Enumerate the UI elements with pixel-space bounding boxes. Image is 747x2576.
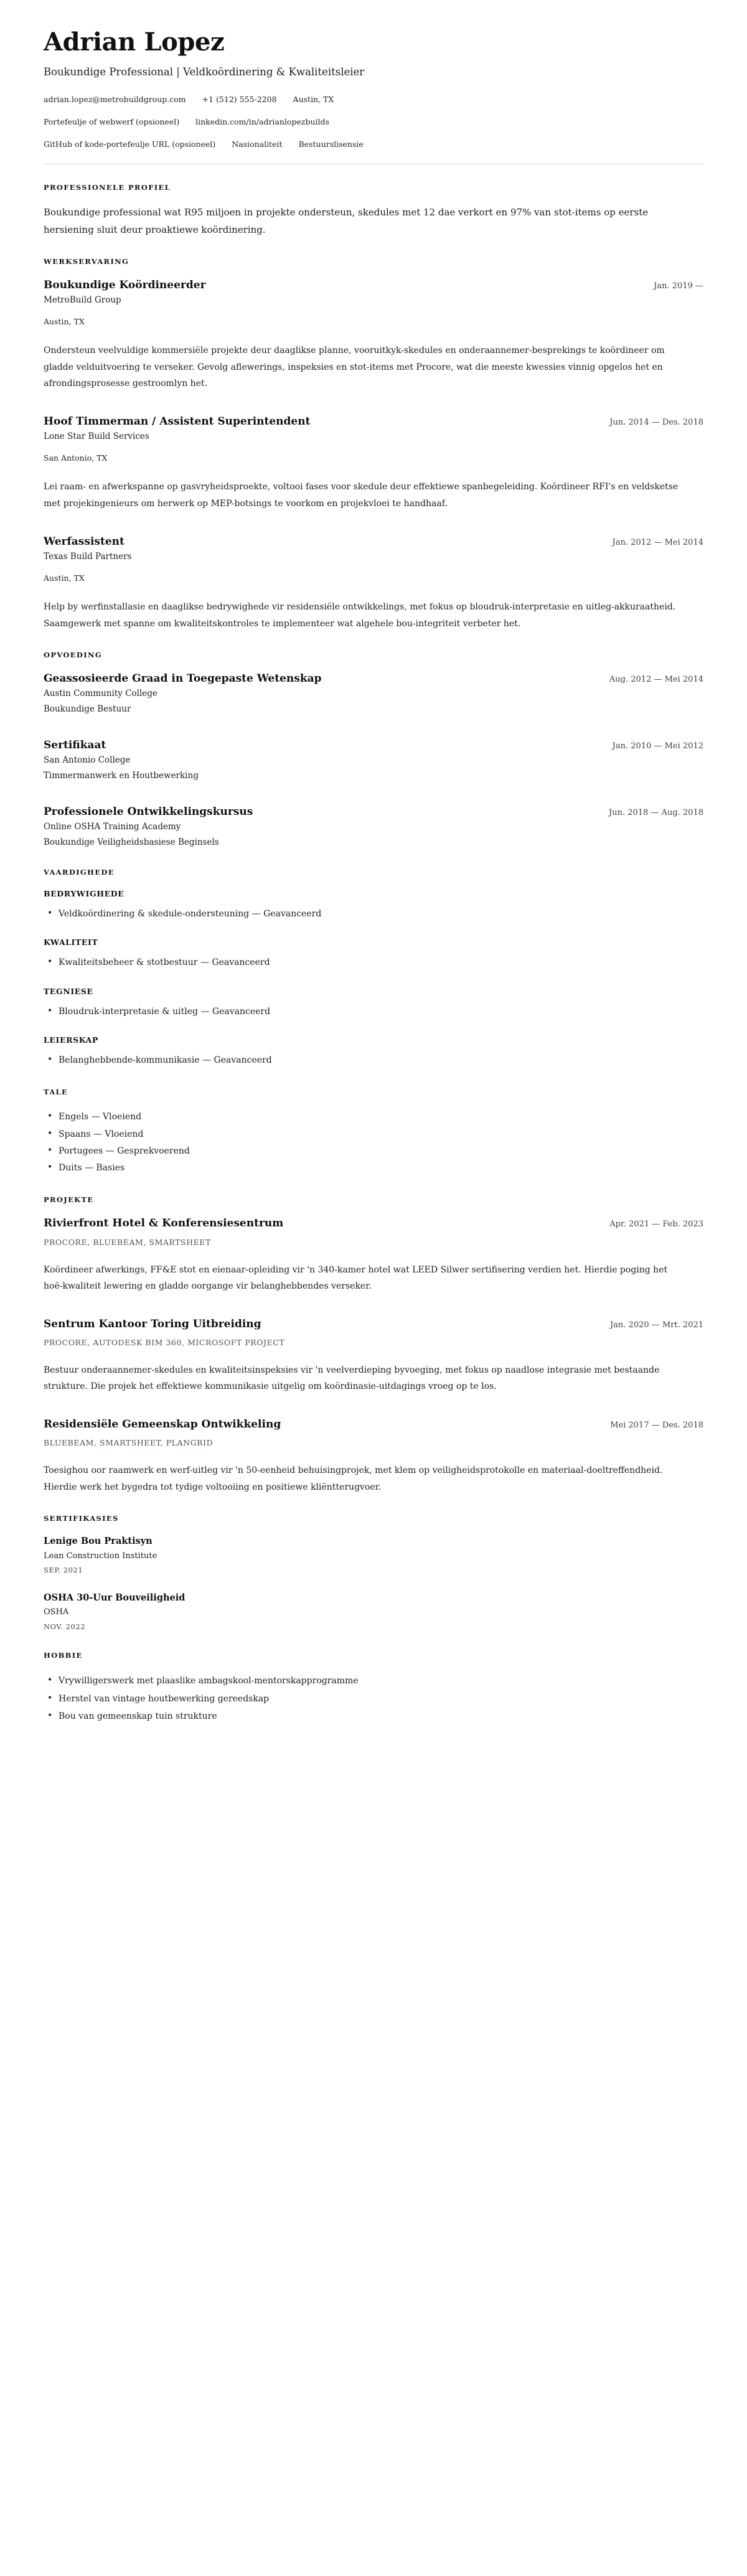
section-projects (44, 1195, 703, 1495)
job-company: Lone Star Build Services (44, 431, 149, 442)
candidate-tagline: Boukundige Professional | Veldkoördinering & Kwaliteitsleier (44, 65, 365, 78)
project-tech-stack: BLUEBEAM, SMARTSHEET, PLANGRID (44, 1438, 214, 1448)
language-item: • Spaans — Vloeiend (44, 1126, 703, 1143)
job-date-range: Jun. 2014 — Des. 2018 (609, 418, 703, 428)
experience-entry-head (44, 278, 703, 292)
language-item: • Portugees — Gesprekvoerend (44, 1143, 703, 1160)
project-tech-stack: PROCORE, AUTODESK BIM 360, MICROSOFT PROJECT (44, 1337, 285, 1347)
hobby-item: • Herstel van vintage houtbewerking gereedskap (44, 1690, 703, 1708)
section-professional-profile (44, 183, 703, 238)
job-role: Werfassistent (44, 535, 125, 548)
certification-name: OSHA 30-Uur Bouveiligheid (44, 1592, 186, 1604)
education-date-range: Jun. 2018 — Aug. 2018 (608, 808, 703, 818)
experience-entry-head (44, 535, 703, 548)
skill-group (44, 889, 703, 923)
certification-date: NOV. 2022 (44, 1622, 86, 1632)
section-work-experience (44, 257, 703, 632)
section-education (44, 651, 703, 849)
section-title-education: OPVOEDING (44, 651, 103, 660)
section-title-skills: VAARDIGHEDE (44, 868, 115, 877)
certification-entry (44, 1535, 703, 1576)
education-date-range: Jan. 2010 — Mei 2012 (612, 741, 703, 751)
section-skills (44, 868, 703, 1069)
education-entry-head (44, 805, 703, 819)
school-name: Online OSHA Training Academy (44, 822, 181, 832)
job-location: San Antonio, TX (44, 453, 108, 463)
project-date-range: Mei 2017 — Des. 2018 (610, 1420, 703, 1430)
project-entry (44, 1317, 703, 1395)
certification-issuer: Lean Construction Institute (44, 1551, 157, 1561)
project-description: Bestuur onderaannemer-skedules en kwaliteitsinspeksies vir 'n veelverdieping byvoeging, met fokus op naadlose integrasie met bestaande strukture. Die projek het effektiewe kommunikasie uitgelig om koördinasie-uitdagings vroeg op te los. (44, 1365, 660, 1392)
section-title-profile: PROFESSIONELE PROFIEL (44, 183, 171, 192)
hobby-list (44, 1672, 703, 1726)
certification-issuer: OSHA (44, 1607, 69, 1617)
education-entry (44, 805, 703, 849)
skill-item: • Bloudruk-interpretasie & uitleg — Geavanceerd (44, 1004, 703, 1020)
contact-line-portfolio (44, 116, 703, 128)
linkedin-link[interactable]: linkedin.com/in/adrianlopezbuilds (195, 116, 329, 126)
degree-name: Geassosieerde Graad in Toegepaste Wetenskap (44, 672, 322, 685)
project-entry-head (44, 1216, 703, 1230)
degree-name: Sertifikaat (44, 739, 106, 752)
driving-license-placeholder-text: Bestuurslisensie (298, 139, 364, 149)
resume-header (44, 29, 703, 164)
email-text[interactable]: adrian.lopez@metrobuildgroup.com (44, 95, 186, 105)
section-title-languages: TALE (44, 1088, 68, 1097)
hobby-item: • Vrywilligerswerk met plaaslike ambagskool-mentorskapprogramme (44, 1672, 703, 1690)
education-entry (44, 672, 703, 716)
section-title-certifications: SERTIFIKASIES (44, 1514, 119, 1523)
job-description: Lei raam- en afwerkspanne op gasvryheidsproekte, voltooi fases voor skedule deur effektiewe spanbegeleiding. Koördineer RFI's en veldsketse met projekingenieurs om herwerk op MEP-botsings te voorkom en projekvloei te handhaaf. (44, 482, 679, 509)
skill-group (44, 1035, 703, 1069)
project-name: Sentrum Kantoor Toring Uitbreiding (44, 1317, 261, 1330)
project-description: Koördineer afwerkings, FF&E stot en eienaar-opleiding vir 'n 340-kamer hotel wat LEED Silwer sertifisering verdien het. Hierdie poging het hoë-kwaliteit lewering en gladde oorgange vir belanghebbendes verseker. (44, 1264, 668, 1292)
school-name: Austin Community College (44, 689, 157, 699)
job-description: Ondersteun veelvuldige kommersiële projekte deur daaglikse planne, vooruitkyk-skedules en onderaannemer-besprekings te koördineer om gladde velduitvoering te verseker. Gevolg aflewerings, inspeksies en stot-items met Procore, wat die meeste kwessies vinnig opgelos het en afrondingsprosesse gestroomlyn het. (44, 346, 665, 389)
experience-entry (44, 415, 703, 512)
location-text: Austin, TX (293, 95, 334, 105)
project-entry-head (44, 1417, 703, 1431)
skill-group-name: BEDRYWIGHEDE (44, 889, 125, 899)
experience-entry (44, 535, 703, 632)
hobby-item: • Bou van gemeenskap tuin strukture (44, 1708, 703, 1726)
project-entry (44, 1216, 703, 1294)
contact-line-primary (44, 94, 703, 106)
degree-name: Professionele Ontwikkelingskursus (44, 806, 253, 819)
skill-group (44, 938, 703, 971)
job-date-range: Jan. 2012 — Mei 2014 (612, 537, 703, 547)
education-entry-head (44, 672, 703, 685)
section-title-hobbies: HOBBIE (44, 1650, 83, 1660)
section-certifications (44, 1514, 703, 1632)
job-role: Hoof Timmerman / Assistent Superintendent (44, 415, 311, 428)
portfolio-placeholder-text: Portefeulje of webwerf (opsioneel) (44, 116, 180, 126)
skill-group-name: KWALITEIT (44, 938, 98, 947)
certification-entry (44, 1592, 703, 1632)
phone-text[interactable]: +1 (512) 555-2208 (202, 95, 277, 105)
field-of-study: Boukundige Bestuur (44, 704, 131, 715)
section-title-projects: PROJEKTE (44, 1195, 94, 1205)
project-name: Residensiële Gemeenskap Ontwikkeling (44, 1417, 281, 1431)
github-placeholder-text: GitHub of kode-portefeulje URL (opsioneel) (44, 139, 216, 149)
education-entry-head (44, 738, 703, 752)
certification-date: SEP. 2021 (44, 1566, 83, 1575)
skill-list (44, 954, 703, 971)
candidate-name: Adrian Lopez (44, 27, 225, 57)
job-location: Austin, TX (44, 316, 85, 326)
school-name: San Antonio College (44, 755, 131, 766)
skill-group (44, 987, 703, 1020)
skill-item: • Veldkoördinering & skedule-ondersteuning — Geavanceerd (44, 906, 703, 923)
job-role: Boukundige Koördineerder (44, 278, 206, 291)
job-date-range: Jan. 2019 — (654, 281, 703, 291)
experience-entry (44, 278, 703, 392)
job-company: Texas Build Partners (44, 551, 132, 562)
field-of-study: Timmermanwerk en Houtbewerking (44, 771, 199, 781)
skill-item: • Kwaliteitsbeheer & stotbestuur — Geavanceerd (44, 954, 703, 971)
nationality-placeholder-text: Nasionaliteit (232, 139, 283, 149)
project-entry (44, 1417, 703, 1495)
skill-item: • Belanghebbende-kommunikasie — Geavanceerd (44, 1052, 703, 1069)
skill-list (44, 1052, 703, 1069)
job-company: MetroBuild Group (44, 295, 121, 305)
contact-line-extra (44, 139, 703, 151)
project-name: Rivierfront Hotel & Konferensiesentrum (44, 1217, 284, 1230)
skill-group-name: TEGNIESE (44, 986, 93, 996)
language-item: • Duits — Basies (44, 1160, 703, 1177)
experience-entry-head (44, 415, 703, 428)
project-description: Toesighou oor raamwerk en werf-uitleg vir 'n 50-eenheid behuisingprojek, met klem op veiligheidsprotokolle en materiaal-doeltreffendheid. Hierdie werk het bygedra tot tydige voltooiing en positiewe kliëntterugvoer. (44, 1465, 663, 1492)
section-hobbies (44, 1651, 703, 1726)
skill-list (44, 906, 703, 923)
job-location: Austin, TX (44, 573, 85, 583)
project-date-range: Jan. 2020 — Mrt. 2021 (609, 1320, 703, 1330)
skill-group-name: LEIERSKAP (44, 1035, 98, 1045)
project-date-range: Apr. 2021 — Feb. 2023 (609, 1220, 703, 1229)
education-date-range: Aug. 2012 — Mei 2014 (609, 675, 703, 685)
project-entry-head (44, 1317, 703, 1331)
profile-summary-text: Boukundige professional wat R95 miljoen in projekte ondersteun, skedules met 12 dae verkort en 97% van stot-items op eerste hersiening sluit deur proaktiewe koördinering. (44, 207, 649, 235)
certification-name: Lenige Bou Praktisyn (44, 1536, 153, 1547)
section-languages (44, 1088, 703, 1177)
language-list (44, 1109, 703, 1177)
education-entry (44, 738, 703, 783)
skill-list (44, 1004, 703, 1020)
language-item: • Engels — Vloeiend (44, 1109, 703, 1126)
project-tech-stack: PROCORE, BLUEBEAM, SMARTSHEET (44, 1237, 211, 1247)
section-title-experience: WERKSERVARING (44, 256, 129, 266)
job-description: Help by werfinstallasie en daaglikse bedrywighede vir residensiële ontwikkelings, met fokus op bloudruk-interpretasie en uitleg-akkuraatheid. Saamgewerk met spanne om kwaliteitskontroles te implementeer wat algehele bou-integriteit verbeter het. (44, 602, 676, 629)
field-of-study: Boukundige Veiligheidsbasiese Beginsels (44, 837, 219, 848)
